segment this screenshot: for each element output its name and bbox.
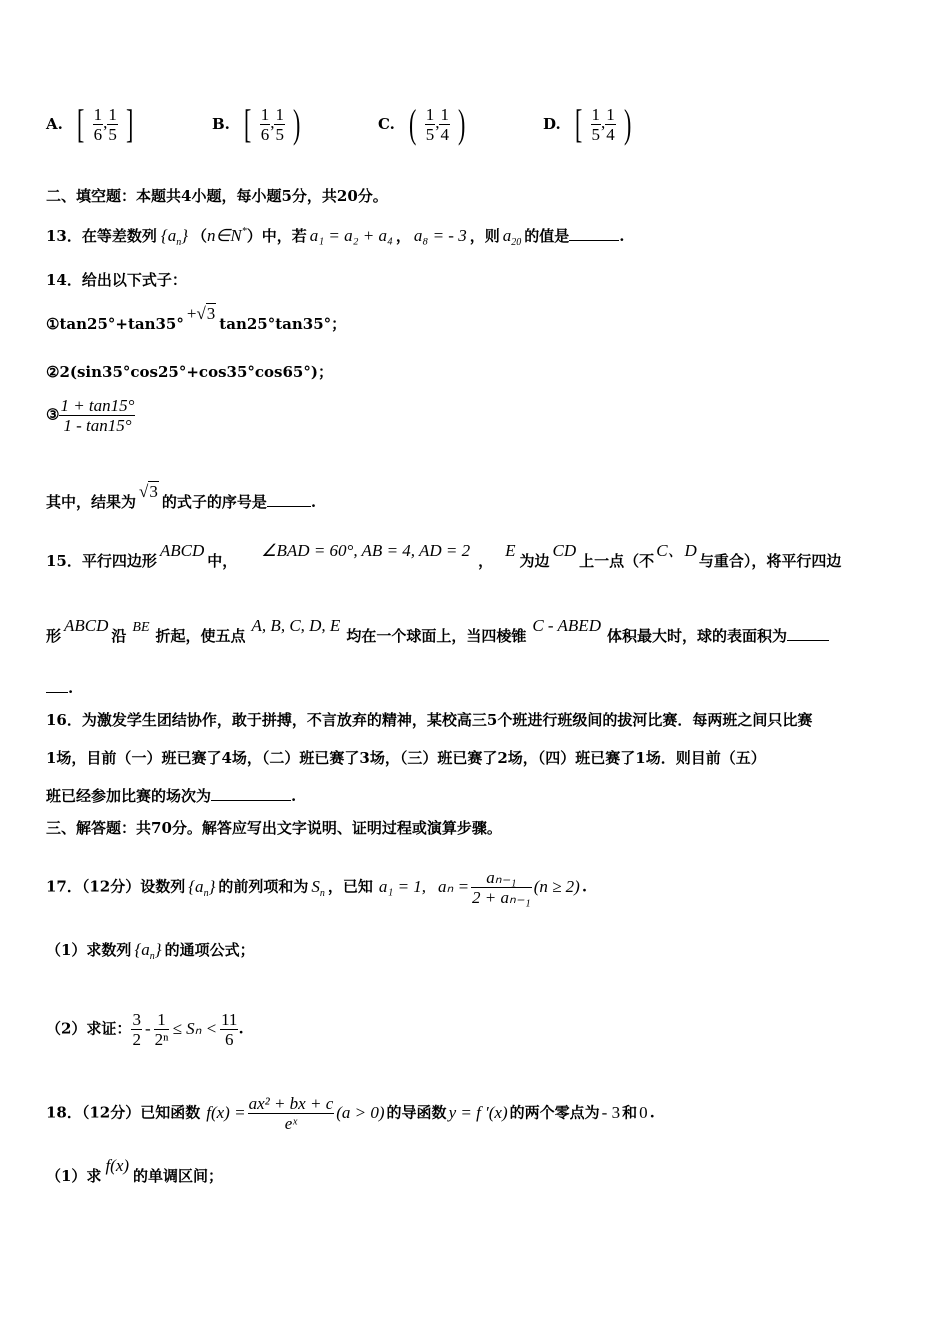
section-heading-fill-in: 二、填空题：本题共4小题，每小题5分，共20分。 [46, 187, 388, 205]
fraction [131, 1010, 142, 1049]
fraction-function [248, 1094, 335, 1133]
function-f: f(x) [105, 1156, 130, 1175]
option-label: A. [46, 115, 63, 133]
option-a[interactable]: A. [ $\frac{1}{6}$ , $\frac{1}{5}$ ] [46, 101, 134, 146]
denominator: 1 - tan15° [63, 416, 132, 435]
zero-1: - 3 [601, 1102, 621, 1122]
sum-sn: $S_n$ [311, 876, 325, 899]
text: ，已知 [327, 877, 373, 896]
item-text: ①tan25°+tan35° [46, 315, 184, 333]
text: . [310, 493, 317, 511]
numerator: 1 [606, 104, 615, 124]
question-number: 13． [46, 227, 82, 245]
text: 体积最大时，球的表面积为 [606, 627, 787, 645]
text: . [291, 787, 297, 805]
question-17-part-2 [46, 1010, 244, 1049]
question-number: 15． [46, 552, 82, 570]
fraction [93, 105, 104, 144]
question-14-tail [46, 482, 317, 512]
text: ， [478, 552, 494, 570]
fraction [439, 105, 450, 144]
fraction [605, 105, 616, 144]
text: 形 [46, 627, 62, 645]
condition: n∈N* [207, 226, 247, 245]
text: . [68, 679, 74, 697]
numerator: aₙ₋₁ [471, 868, 532, 888]
answer-blank[interactable] [267, 506, 311, 507]
denominator: 2 + aₙ₋₁ [472, 888, 531, 907]
sqrt-3: +√3 [186, 304, 216, 323]
text: 与重合），将平行四边 [698, 552, 842, 570]
text: . [238, 1019, 244, 1038]
question-15-line-1 [46, 541, 842, 571]
text: . [581, 877, 588, 896]
denominator: 5 [108, 124, 117, 144]
question-18-part-1 [46, 1156, 224, 1186]
math-be: BE [132, 620, 150, 635]
text: 的单调区间； [133, 1167, 224, 1185]
condition-text: n∈N [207, 226, 242, 245]
fraction-tan15 [59, 396, 135, 435]
text: 的前列项和为 [218, 877, 309, 896]
left-bracket: [ [77, 101, 85, 146]
text: 的通项公式； [164, 941, 255, 959]
numerator: 1 + tan15° [60, 396, 135, 415]
question-15-line-2 [46, 616, 829, 648]
minus: - [144, 1018, 151, 1038]
text: （1）求数列 [46, 941, 132, 959]
question-14-item-1 [46, 304, 347, 334]
fraction [425, 105, 436, 144]
denominator: 4 [440, 124, 449, 144]
text: 均在一个球面上，当四棱锥 [346, 627, 527, 645]
text: 上一点（不 [579, 552, 655, 570]
denominator: 6 [225, 1030, 234, 1049]
text: 其中，结果为 [46, 493, 137, 511]
question-number: 17．（12分）设数列 [46, 877, 186, 896]
numerator: 1 [275, 104, 284, 124]
text: 的式子的序号是 [161, 493, 267, 511]
denominator: 6 [93, 124, 103, 144]
text: （ [192, 227, 208, 245]
math-abcd: ABCD [64, 616, 109, 635]
text: 为边 [519, 552, 550, 570]
right-bracket: ) [458, 101, 466, 146]
text: ， [395, 227, 411, 245]
answer-blank[interactable] [569, 240, 619, 241]
numerator: ax² + bx + c [248, 1094, 334, 1113]
answer-blank[interactable] [211, 800, 291, 801]
a1-value: a₁ = 1, [378, 876, 427, 896]
text: （1）求 [46, 1167, 102, 1185]
text: 在等差数列 [81, 227, 157, 245]
text: . [619, 227, 625, 245]
item-number: ③ [46, 405, 60, 424]
text: 的两个零点为 [509, 1103, 600, 1122]
fraction [274, 105, 285, 144]
fraction [107, 105, 118, 144]
text: . [649, 1103, 655, 1122]
sequence-an: $\{a_n\}$ [160, 226, 189, 248]
question-13 [46, 222, 624, 253]
left-bracket: [ [244, 101, 252, 146]
relation: ≤ Sₙ < [172, 1018, 218, 1038]
an-label: aₙ = [438, 876, 470, 896]
text: （2）求证： [46, 1019, 132, 1038]
text: 平行四边形 [81, 552, 157, 570]
question-16-line-3 [46, 786, 296, 806]
derivative: y = f ′(x) [448, 1102, 508, 1122]
denominator: 2 [132, 1030, 141, 1049]
math-cd: CD [552, 541, 577, 560]
equation-1: a₁ = a₂ + a₄ [309, 226, 393, 245]
condition: (a > 0) [336, 1102, 385, 1122]
fraction [220, 1010, 238, 1049]
equation-2: a₈ = - 3 [413, 226, 467, 245]
text: 的导函数 [386, 1103, 447, 1122]
option-b[interactable]: B. [ $\frac{1}{6}$ , $\frac{1}{5}$ ) [212, 101, 301, 146]
answer-blank-cont[interactable] [46, 692, 68, 693]
numerator: 1 [260, 104, 270, 124]
denominator: eˣ [284, 1114, 298, 1133]
numerator: 1 [108, 104, 117, 124]
a20: $a_{20}$ [502, 226, 522, 248]
numerator: 1 [440, 104, 449, 124]
question-number: 18．（12分）已知函数 [46, 1103, 201, 1122]
text: 的值是 [524, 227, 570, 245]
right-bracket: ) [293, 101, 301, 146]
math-abcd: ABCD [159, 541, 205, 560]
numerator: 1 [425, 104, 435, 124]
section-heading-answer: 三、解答题：共70分。解答应写出文字说明、证明过程或演算步骤。 [46, 819, 502, 837]
pyramid: C - ABED [532, 616, 601, 635]
condition: ∠BAD = 60°, AB = 4, AD = 2 [261, 541, 471, 560]
answer-blank[interactable] [787, 640, 829, 641]
denominator: 2ⁿ [154, 1030, 169, 1049]
question-16-line-1: 16．为激发学生团结协作，敢于拼搏，不言放弃的精神，某校高三5个班进行班级间的拔河比赛．每两班之间只比赛 [46, 711, 813, 729]
question-14-item-3 [46, 396, 135, 435]
sqrt-3: √3 [139, 482, 158, 501]
option-label: B. [212, 115, 230, 133]
question-16-line-2: 1场，目前（一）班已赛了4场，（二）班已赛了3场，（三）班已赛了2场，（四）班已赛了1场．则目前（五） [46, 749, 766, 767]
numerator: 1 [154, 1010, 170, 1030]
left-bracket: [ [574, 101, 583, 146]
denominator: 5 [275, 124, 284, 144]
fraction [260, 105, 271, 144]
option-d[interactable]: D. [ $\frac{1}{5}$ , $\frac{1}{4}$ ) [543, 101, 632, 146]
numerator: 1 [591, 104, 600, 124]
points: A, B, C, D, E [251, 616, 341, 635]
right-bracket: ] [126, 101, 134, 146]
text: 中， [207, 552, 238, 570]
denominator: 5 [591, 124, 600, 144]
text: ）中，若 [246, 227, 307, 245]
text: 和 [622, 1103, 638, 1122]
zero-2: 0 [639, 1102, 648, 1122]
item-text: tan25°tan35°； [219, 315, 347, 333]
question-14-head: 14．给出以下式子： [46, 271, 187, 289]
question-18 [46, 1094, 655, 1133]
fraction-recurrence [471, 868, 532, 907]
sequence-an: $\{a_n\}$ [134, 940, 162, 962]
denominator: 4 [606, 124, 615, 144]
question-15-line-3 [46, 678, 73, 698]
denominator: 6 [260, 124, 270, 144]
text: 折起，使五点 [155, 627, 246, 645]
fraction [591, 105, 602, 144]
option-label: D. [543, 115, 561, 133]
math-e: E [505, 541, 516, 560]
left-bracket: ( [409, 101, 417, 146]
text: 沿 [111, 627, 127, 645]
function-f: f(x) = [206, 1102, 246, 1122]
question-14-item-2: ②2(sin35°cos25°+cos35°cos65°)； [46, 363, 333, 381]
numerator: 3 [132, 1010, 141, 1029]
question-17-part-1 [46, 940, 255, 967]
fraction [154, 1010, 170, 1049]
text: ，则 [469, 227, 500, 245]
option-c[interactable]: C. ( $\frac{1}{5}$ , $\frac{1}{4}$ ) [378, 101, 466, 146]
question-17 [46, 868, 587, 907]
math-c-d: C、D [656, 541, 697, 560]
option-label: C. [378, 115, 395, 133]
numerator: 1 [93, 104, 103, 124]
text: 班已经参加比赛的场次为 [46, 787, 212, 805]
condition: (n ≥ 2) [533, 876, 580, 896]
numerator: 11 [221, 1010, 238, 1029]
right-bracket: ) [623, 101, 632, 146]
sequence-an: $\{a_n\}$ [188, 876, 216, 899]
denominator: 5 [425, 124, 435, 144]
